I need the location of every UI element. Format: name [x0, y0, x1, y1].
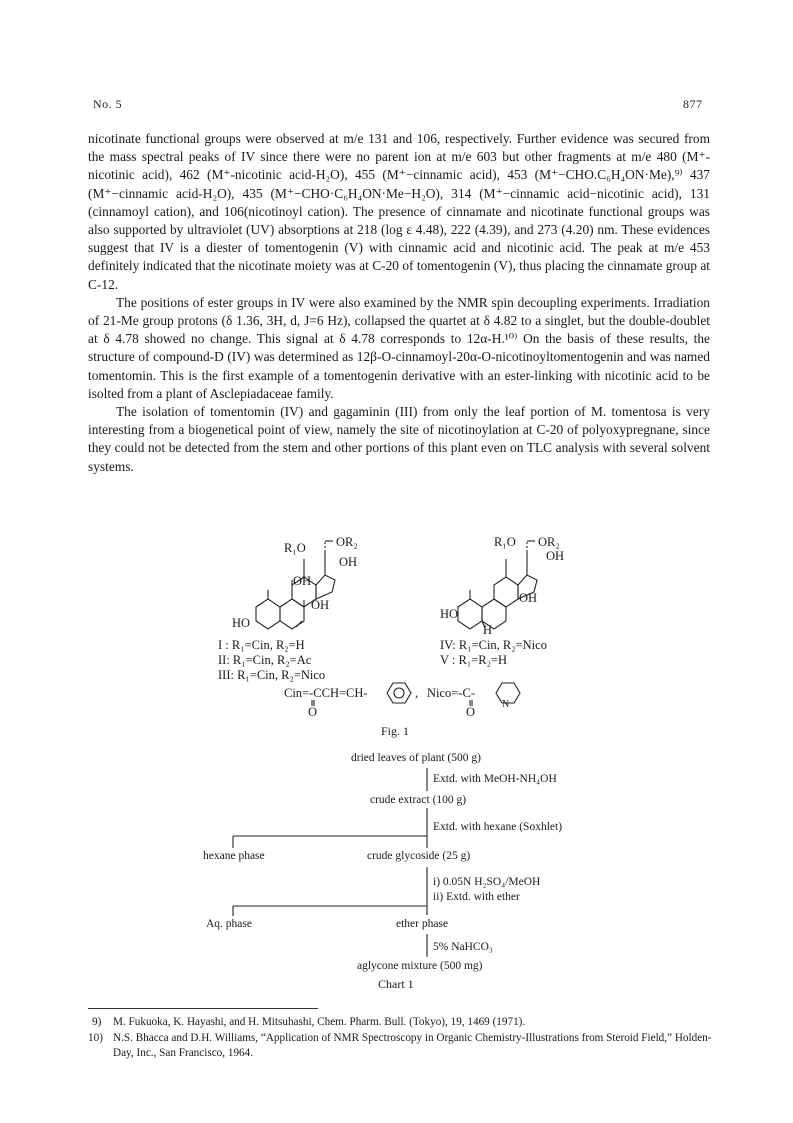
compound-II-def: II: R₁=Cin, R₂=Ac	[218, 653, 312, 667]
right-r1o-label: R₁O	[494, 535, 516, 549]
chart-step-meoh: Extd. with MeOH-NH₄OH	[433, 773, 557, 785]
left-or2-label: OR₂	[336, 535, 358, 549]
cin-definition: Cin=-CCH=CH-	[284, 686, 368, 700]
journal-issue: No. 5	[93, 97, 123, 111]
footnote-9-text: M. Fukuoka, K. Hayashi, and H. Mitsuhashi, Chem. Pharm. Bull. (Tokyo), 19, 1469 (1971).	[113, 1016, 526, 1028]
left-oh-top-label: OH	[339, 555, 358, 569]
right-or2-label: OR₂	[538, 535, 560, 549]
compound-I-def: I : R₁=Cin, R₂=H	[218, 638, 305, 652]
right-h-label: H	[483, 623, 493, 637]
compound-III-def: III: R₁=Cin, R₂=Nico	[218, 668, 326, 682]
left-oh-low-label: OH	[311, 598, 330, 612]
right-oh-low-label: OH	[519, 591, 538, 605]
chart-crude-glycoside-node: crude glycoside (25 g)	[367, 850, 471, 862]
footnote-10-number: 10)	[88, 1032, 103, 1044]
paragraph-3: The isolation of tomentomin (IV) and gagaminin (III) from only the leaf portion of M. tomentosa is very interesting from a biogenetical point of view, namely the site of nicotinoylation at C-20 of polyoxypregnane, since they could not be detected from the stem and other portions of this plant even on TLC analysis with several solvent systems.	[88, 404, 710, 474]
left-ho-label: HO	[232, 616, 251, 630]
paragraph-2: The positions of ester groups in IV were also examined by the NMR spin decoupling experiments. Irradiation of 21-Me group protons (δ 1.36, 3H, d, J=6 Hz), collapsed the quartet at δ 4.82 to a singlet, but the double-doublet at δ 4.78 showed no change. This signal at δ 4.78 corresponds to 12α-H.¹⁰⁾ On the basis of these results, the structure of compound-D (IV) was determined as 12β-O-cinnamoyl-20α-O-nicotinoyltomentogenin and was named tomentomin. This is the first example of a tomentogenin derivative with an ester-linking with nicotinic acid to be isolted from a plant of Asclepiadaceae family.	[88, 294, 710, 401]
footnote-9-number: 9)	[92, 1016, 102, 1028]
footnote-10-text: N.S. Bhacca and D.H. Williams, “Application of NMR Spectroscopy in Organic Chemistry-Illustrations from Steroid Field,” Holden-Day, Inc., San Francisco, 1964.	[113, 1032, 712, 1059]
chart-ether-phase-node: ether phase	[396, 918, 449, 930]
chart-step-ether: ii) Extd. with ether	[433, 891, 520, 903]
page-number: 877	[683, 97, 703, 111]
paragraph-1: nicotinate functional groups were observed at m/e 131 and 106, respectively. Further evidence was secured from the mass spectral peaks of IV since there were no parent ion at m/e 603 but other fragments at m/e 480 (M⁺-nicotinic acid), 462 (M⁺-nicotinic acid-H₂O), 455 (M⁺−cinnamic acid), 453 (M⁺−CHO.C₆H₄ON·Me),⁹⁾ 437 (M⁺−cinnamic acid-H₂O), 435 (M⁺−CHO·C₆H₄ON·Me−H₂O), 314 (M⁺−cinnamic acid−nicotinic acid), 131 (cinnamoyl cation), and 106(nicotinoyl cation). The presence of cinnamate and nicotinate functional groups was also supported by ultraviolet (UV) absorptions at 218 (log ε 4.48), 222 (4.39), and 273 (4.20) nm. These evidences suggest that IV is a diester of tomentogenin (V) with cinnamic acid and nicotinic acid. The peak at m/e 453 definitely indicated that the nicotinate moiety was at C-20 of tomentogenin (V), thus placing the cinnamate group at C-12.	[88, 131, 710, 292]
chart-aq-phase-node: Aq. phase	[206, 918, 252, 930]
chart-step-acid: i) 0.05N H₂SO₄/MeOH	[433, 876, 541, 888]
chart-hexane-phase-node: hexane phase	[203, 850, 265, 862]
footnote-divider	[88, 1008, 318, 1009]
chart-step-nahco3: 5% NaHCO₃	[433, 941, 493, 953]
figure-comma: ,	[415, 686, 419, 700]
cin-carbonyl-o: O	[308, 705, 318, 719]
left-oh-mid-label: OH	[293, 574, 312, 588]
chart-aglycone-node: aglycone mixture (500 mg)	[357, 960, 483, 972]
compound-V-def: V : R₁=R₂=H	[440, 653, 508, 667]
compound-IV-def: IV: R₁=Cin, R₂=Nico	[440, 638, 547, 652]
nico-definition: Nico=-C-	[427, 686, 476, 700]
nico-carbonyl-o: O	[466, 705, 476, 719]
nico-ring-n: N	[502, 699, 510, 710]
right-ho-label: HO	[440, 607, 459, 621]
chart-crude-extract-node: crude extract (100 g)	[370, 794, 467, 806]
right-oh-top-label: OH	[546, 549, 565, 563]
chart-step-hexane: Extd. with hexane (Soxhlet)	[433, 821, 563, 833]
chart-plant-node: dried leaves of plant (500 g)	[351, 752, 481, 764]
figure-caption: Fig. 1	[381, 724, 410, 738]
chart-caption: Chart 1	[378, 977, 414, 991]
left-r1o-label: R₁O	[284, 541, 306, 555]
